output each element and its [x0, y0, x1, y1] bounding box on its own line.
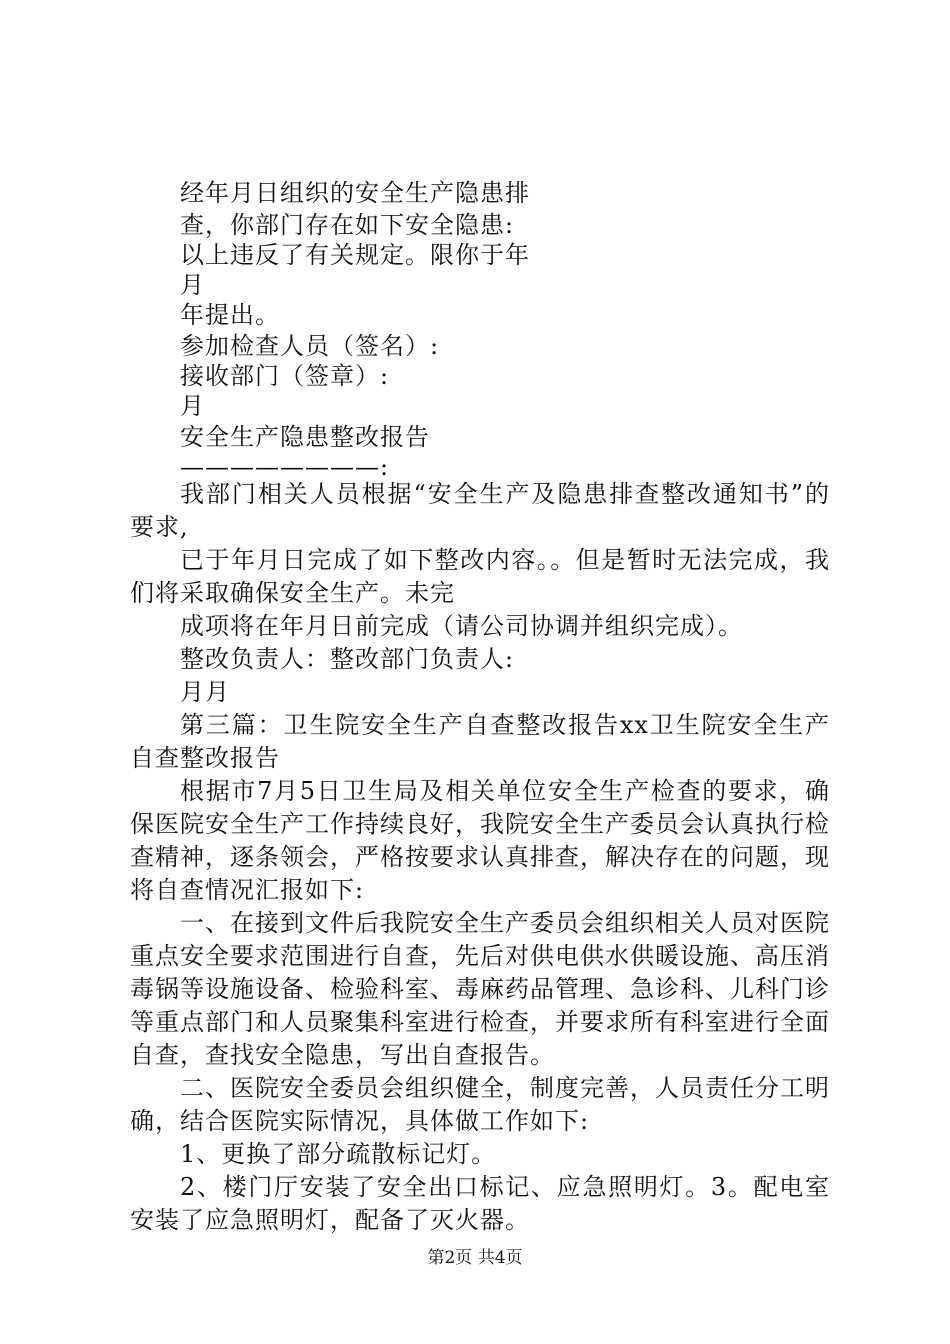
text-line: 查，你部门存在如下安全隐患:: [180, 211, 515, 239]
text-line: 年提出。: [180, 301, 280, 329]
paragraph: 我部门相关人员根据“安全生产及隐患排查整改通知书”的要求,: [130, 480, 830, 541]
paragraph: 第三篇：卫生院安全生产自查整改报告xx卫生院安全生产自查整改报告: [130, 711, 830, 772]
paragraph: 整改负责人：整改部门负责人:: [180, 645, 515, 673]
text-line: 月: [180, 392, 205, 420]
body-text: [130, 478, 830, 1237]
paragraph: 已于年月日完成了如下整改内容。。但是暂时无法完成，我们将采取确保安全生产。未完: [130, 546, 830, 607]
text-line: 月: [180, 271, 205, 299]
text-line: 接收部门（签章）:: [180, 362, 390, 390]
paragraph: 根据市7月5日卫生局及相关单位安全生产检查的要求，确保医院安全生产工作持续良好，我院安全生产委员会认真执行检查精神，逐条领会，严格按要求认真排查，解决存在的问题，现将自查情况汇报如下:: [130, 777, 830, 904]
paragraph: 一、在接到文件后我院安全生产委员会组织相关人员对医院重点安全要求范围进行自查，先后对供电供水供暖设施、高压消毒锅等设施设备、检验科室、毒麻药品管理、急诊科、儿科门诊等重点部门和人员聚集科室进行检查，并要求所有科室进行全面自查，查找安全隐患，写出自查报告。: [130, 909, 830, 1069]
text-line: 经年月日组织的安全生产隐患排: [180, 179, 530, 207]
paragraph: 2、楼门厅安装了安全出口标记、应急照明灯。3。配电室安装了应急照明灯，配备了灭火器。: [130, 1173, 830, 1234]
text-line: 参加检查人员（签名）:: [180, 332, 440, 360]
paragraph: 1、更换了部分疏散标记灯。: [180, 1140, 497, 1168]
paragraph: 二、医院安全委员会组织健全，制度完善，人员责任分工明确，结合医院实际情况，具体做工作如下:: [130, 1074, 830, 1135]
section-title: 安全生产隐患整改报告: [180, 423, 430, 451]
addressee-line: ————————:: [180, 453, 390, 481]
page-number: 第2页 共4页: [427, 1248, 523, 1268]
text-line: 以上违反了有关规定。限你于年: [180, 241, 530, 269]
paragraph: 月月: [180, 678, 230, 706]
paragraph: 成项将在年月日前完成（请公司协调并组织完成）。: [180, 612, 743, 640]
